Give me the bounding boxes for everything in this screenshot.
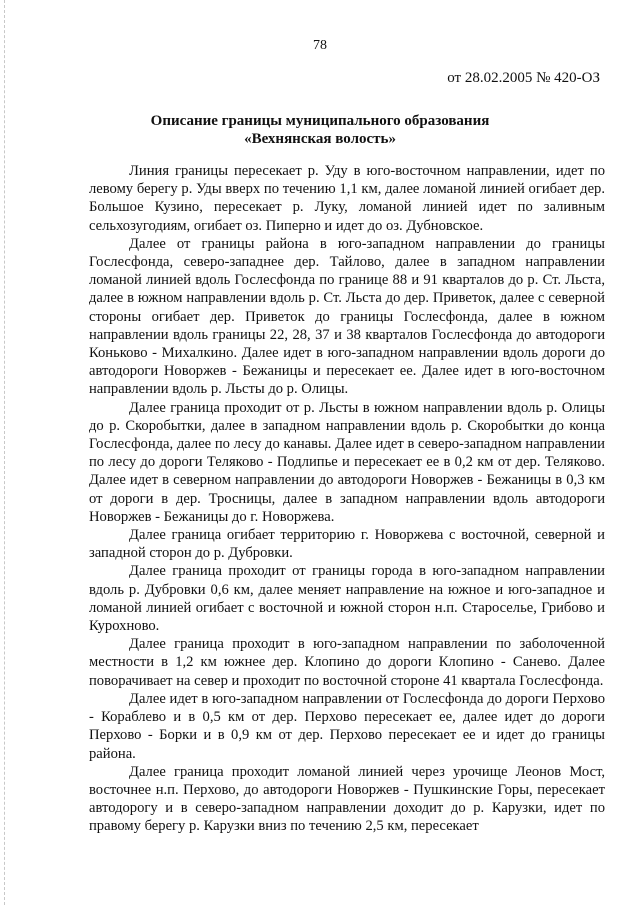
- paragraph: Далее граница проходит в юго-западном направлении по заболоченной местности в 1,2 км южнее дер. Клопино до дороги Клопино - Санево. Далее поворачивает на север и проходит по восточной стороне 41 квартала Гослесфонда.: [89, 636, 605, 689]
- title-line-1: Описание границы муниципального образования: [150, 113, 490, 129]
- document-title: [0, 112, 640, 148]
- document-body: [89, 162, 605, 836]
- paragraph: Далее граница проходит ломаной линией через урочище Леонов Мост, восточнее н.п. Перхово, до автодороги Новоржев - Пушкинские Горы, пересекает автодорогу и в северо-западном направлении доходит до р. Карузки, идет по правому берегу р. Карузки вниз по течению 2,5 км, пересекает: [89, 763, 605, 835]
- title-line-2: «Вехнянская волость»: [244, 131, 396, 147]
- paragraph: Далее идет в юго-западном направлении от Гослесфонда до дороги Перхово - Кораблево и в 0,5 км от дер. Перхово пересекает ее, далее идет до дороги Перхово - Борки и в 0,9 км от дер. Перхово пересекает ее и идет до границы района.: [89, 690, 605, 762]
- paragraph: Далее граница огибает территорию г. Новоржева с восточной, северной и западной сторон до р. Дубровки.: [89, 527, 605, 562]
- paragraph: Линия границы пересекает р. Уду в юго-восточном направлении, идет по левому берегу р. Уды вверх по течению 1,1 км, далее ломаной линией огибает дер. Большое Кузино, пересекает р. Луку, ломаной линией идет по заливным сельхозугодиям, огибает оз. Пиперно и идет до оз. Дубновское.: [89, 163, 605, 234]
- document-reference: от 28.02.2005 № 420-ОЗ: [447, 70, 600, 86]
- paragraph: Далее граница проходит от р. Льсты в южном направлении вдоль р. Олицы до р. Скоробытки, далее в западном направлении вдоль р. Скоробытки до конца Гослесфонда, далее по лесу до канавы. Далее идет в северо-западном направлении по лесу до дороги Теляково - Подлипье и пересекает ее в 0,2 км от дер. Теляково. Далее идет в северном направлении до автодороги Новоржев - Бежаницы в 0,3 км от дороги в дер. Тросницы, далее в западном направлении вдоль автодороги Новоржев - Бежаницы до г. Новоржева.: [89, 399, 605, 525]
- paragraph: Далее граница проходит от границы города в юго-западном направлении вдоль р. Дубровки 0,6 км, далее меняет направление на южное и юго-западное и ломаной линией огибает с восточной и южной сторон н.п. Староселье, Грибово и Курохново.: [89, 563, 605, 635]
- paragraph: Далее от границы района в юго-западном направлении до границы Гослесфонда, северо-западнее дер. Тайлово, далее в западном направлении ломаной линией вдоль Гослесфонда по границе 88 и 91 кварталов до р. Ст. Льста, далее в южном направлении вдоль р. Ст. Льста до дер. Приветок, далее с северной стороны огибает дер. Приветок до границы Гослесфонда, далее в южном направлении вдоль границы 22, 28, 37 и 38 кварталов Гослесфонда до автодороги Коньково - Михалкино. Далее идет в юго-западном направлении вдоль дороги до автодороги Новоржев - Бежаницы и пересекает ее. Далее идет в юго-восточном направлении вдоль р. Льсты до р. Олицы.: [89, 235, 605, 398]
- page-number: 78: [313, 38, 327, 53]
